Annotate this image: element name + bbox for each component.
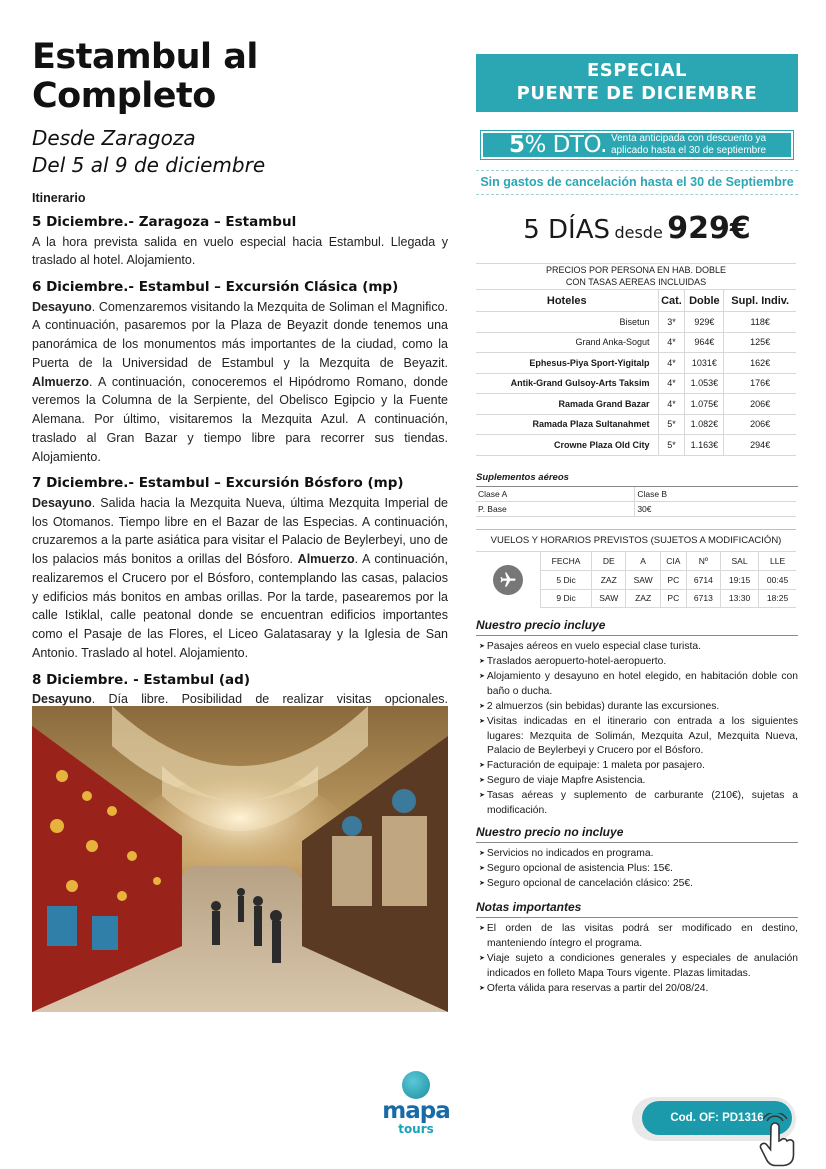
rates-table bbox=[476, 263, 796, 456]
day-description: Desayuno. Día libre. Posibilidad de realizar visitas opcionales. bbox=[32, 692, 448, 707]
rates-cell-doble: 1.053€ bbox=[685, 373, 724, 394]
rates-cell-hotel: Ramada Grand Bazar bbox=[476, 394, 658, 415]
list-item: ➤ Seguro de viaje Mapfre Asistencia. bbox=[476, 774, 798, 789]
itinerary-day bbox=[32, 279, 448, 466]
flights-header-cell: DE bbox=[592, 552, 626, 571]
supplements-title: Suplementos aéreos bbox=[476, 472, 798, 487]
logo-dot-icon bbox=[402, 1071, 430, 1099]
rates-cell-doble: 964€ bbox=[685, 332, 724, 353]
list-item: ➤ Seguro opcional de cancelación clásico: 25€. bbox=[476, 877, 798, 892]
flights-header-cell: LLE bbox=[759, 552, 796, 571]
list-item: ➤ 2 almuerzos (sin bebidas) durante las excursiones. bbox=[476, 700, 798, 715]
flights-header-cell: Nº bbox=[686, 552, 720, 571]
day-description: A la hora prevista salida en vuelo especial hacia Estambul. Llegada y traslado al hotel. Alojamiento. bbox=[32, 234, 448, 268]
rates-cell-doble: 1.075€ bbox=[685, 394, 724, 415]
no-cancellation-note: Sin gastos de cancelación hasta el 30 de Septiembre bbox=[476, 170, 798, 195]
table-row: P. Base 30€ bbox=[476, 502, 796, 517]
rates-header-single: Supl. Indiv. bbox=[724, 290, 796, 312]
rates-header-double: Doble bbox=[685, 290, 724, 312]
price-amount: 929€ bbox=[667, 211, 751, 246]
table-row bbox=[476, 332, 796, 353]
table-row bbox=[541, 571, 797, 590]
table-row bbox=[476, 373, 796, 394]
flights-cell: 19:15 bbox=[720, 571, 758, 590]
supplements-table bbox=[476, 487, 796, 518]
rates-cell-cat: 4* bbox=[658, 332, 685, 353]
flights-header-cell: A bbox=[626, 552, 660, 571]
offer-code-label: Cod. OF: PD1316 bbox=[642, 1101, 792, 1135]
day-heading: 7 Diciembre.- Estambul – Excursión Bósforo (mp) bbox=[32, 475, 404, 492]
discount-note: Venta anticipada con descuento ya aplicado hasta el 30 de septiembre bbox=[611, 132, 767, 156]
itinerary-label: Itinerario bbox=[32, 191, 86, 205]
list-item: ➤ Traslados aeropuerto-hotel-aeropuerto. bbox=[476, 655, 798, 670]
rates-caption: PRECIOS POR PERSONA EN HAB. DOBLE CON TASAS AEREAS INCLUIDAS bbox=[476, 264, 796, 290]
grand-bazaar-photo bbox=[32, 706, 448, 1012]
rates-header-hotels: Hoteles bbox=[476, 290, 658, 312]
table-row bbox=[476, 312, 796, 333]
rates-cell-supl: 125€ bbox=[724, 332, 796, 353]
rates-cell-hotel: Antik-Grand Gulsoy-Arts Taksim bbox=[476, 373, 658, 394]
list-item: ➤ Facturación de equipaje: 1 maleta por pasajero. bbox=[476, 759, 798, 774]
rates-cell-hotel: Grand Anka-Sogut bbox=[476, 332, 658, 353]
rates-cell-supl: 118€ bbox=[724, 312, 796, 333]
list-item: ➤ El orden de las visitas podrá ser modificado en destino, manteniendo íntegro el programa. bbox=[476, 922, 798, 952]
flights-header-cell: CIA bbox=[660, 552, 686, 571]
rates-cell-hotel: Ephesus-Piya Sport-Yigitalp bbox=[476, 353, 658, 374]
price-headline bbox=[476, 211, 798, 251]
table-row: Clase A Clase B bbox=[476, 487, 796, 502]
notes-list bbox=[476, 922, 798, 997]
table-row bbox=[541, 589, 797, 608]
itinerary-day bbox=[32, 214, 448, 270]
promo-banner bbox=[476, 54, 798, 112]
flights-cell: 5 Dic bbox=[541, 571, 592, 590]
table-row bbox=[476, 353, 796, 374]
flights-header-cell: SAL bbox=[720, 552, 758, 571]
rates-cell-supl: 162€ bbox=[724, 353, 796, 374]
origin-subtitle: Desde Zaragoza bbox=[32, 126, 196, 150]
itinerary-day bbox=[32, 475, 448, 662]
flights-header-row bbox=[541, 552, 797, 571]
flights-cell: 00:45 bbox=[759, 571, 796, 590]
bazaar-image bbox=[32, 706, 448, 1012]
rates-header-cat: Cat. bbox=[658, 290, 685, 312]
flights-cell: 6714 bbox=[686, 571, 720, 590]
banner-line1: ESPECIAL bbox=[586, 60, 688, 81]
day-heading: 6 Diciembre.- Estambul – Excursión Clásica (mp) bbox=[32, 279, 399, 296]
flights-cell: 18:25 bbox=[759, 589, 796, 608]
price-from: desde bbox=[614, 223, 663, 242]
rates-cell-cat: 4* bbox=[658, 394, 685, 415]
flights-cell: PC bbox=[660, 589, 686, 608]
itinerary-column bbox=[32, 38, 448, 793]
flights-cell: 6713 bbox=[686, 589, 720, 608]
excludes-title: Nuestro precio no incluye bbox=[476, 825, 798, 843]
list-item: ➤ Alojamiento y desayuno en hotel elegido, en habitación doble con baño o ducha. bbox=[476, 670, 798, 700]
flights-cell: 9 Dic bbox=[541, 589, 592, 608]
list-item: ➤ Pasajes aéreos en vuelo especial clase turista. bbox=[476, 640, 798, 655]
flights-cell: SAW bbox=[626, 571, 660, 590]
list-item: ➤ Servicios no indicados en programa. bbox=[476, 847, 798, 862]
rates-cell-doble: 1031€ bbox=[685, 353, 724, 374]
discount-box bbox=[480, 130, 794, 160]
page-title: Estambul al Completo bbox=[32, 37, 258, 116]
notes-title: Notas importantes bbox=[476, 900, 798, 918]
logo-main-text: mapa bbox=[382, 1098, 450, 1124]
includes-title: Nuestro precio incluye bbox=[476, 618, 798, 636]
flights-cell: SAW bbox=[592, 589, 626, 608]
day-heading: 8 Diciembre. - Estambul (ad) bbox=[32, 671, 250, 688]
flights-header-cell: FECHA bbox=[541, 552, 592, 571]
includes-list bbox=[476, 640, 798, 819]
table-row bbox=[476, 414, 796, 435]
trip-days: 5 DÍAS bbox=[523, 215, 611, 245]
rates-cell-cat: 3* bbox=[658, 312, 685, 333]
rates-cell-hotel: Bisetun bbox=[476, 312, 658, 333]
list-item: ➤ Visitas indicadas en el itinerario con entrada a los siguientes lugares: Mezquita de Solimán, Mezquita Azul, Mezquita Nueva, Palacio de Beylerbeyi y Crucero por el Bósforo. bbox=[476, 715, 798, 760]
flights-table bbox=[540, 552, 796, 608]
flights-title: VUELOS Y HORARIOS PREVISTOS (SUJETOS A MODIFICACIÓN) bbox=[476, 530, 796, 552]
logo-sub-text: tours bbox=[398, 1122, 434, 1137]
rates-cell-cat: 5* bbox=[658, 435, 685, 456]
table-row bbox=[476, 435, 796, 456]
rates-cell-cat: 5* bbox=[658, 414, 685, 435]
flights-cell: PC bbox=[660, 571, 686, 590]
list-item: ➤ Viaje sujeto a condiciones generales y especiales de anulación indicados en folleto Mapa Tours vigente. Plazas limitadas. bbox=[476, 952, 798, 982]
flights-cell: 13:30 bbox=[720, 589, 758, 608]
day-heading: 5 Diciembre.- Zaragoza – Estambul bbox=[32, 214, 297, 230]
flights-cell: ZAZ bbox=[626, 589, 660, 608]
list-item: ➤ Oferta válida para reservas a partir del 20/08/24. bbox=[476, 982, 798, 997]
dates-subtitle: Del 5 al 9 de diciembre bbox=[32, 153, 266, 177]
excludes-list bbox=[476, 847, 798, 892]
rates-cell-hotel: Crowne Plaza Old City bbox=[476, 435, 658, 456]
rates-cell-hotel: Ramada Plaza Sultanahmet bbox=[476, 414, 658, 435]
rates-cell-cat: 4* bbox=[658, 353, 685, 374]
flights-cell: ZAZ bbox=[592, 571, 626, 590]
rates-cell-doble: 1.163€ bbox=[685, 435, 724, 456]
rates-cell-supl: 176€ bbox=[724, 373, 796, 394]
rates-cell-supl: 206€ bbox=[724, 414, 796, 435]
offer-column bbox=[476, 54, 798, 996]
airplane-icon bbox=[493, 565, 523, 595]
day-description: Desayuno. Comenzaremos visitando la Mezquita de Soliman el Magnifico. A continuación, pasaremos por la Plaza de Beyazit donde tenemos una panorámica de los monumentos más importantes de la ciudad, como la Puerta de la Universidad de Estambul y la Mezquita de Beyazit. Almuerzo. A continuación, conoceremos el Hipódromo Romano, donde veremos la Columna de la Serpiente, del Obelisco Egipcio y la Fuente Alemana. Por último, visitaremos la Mezquita Azul. A continuación, traslado al Gran Bazar y tiempo libre para recorrer sus tiendas. Alojamiento. bbox=[32, 299, 448, 464]
rates-cell-supl: 294€ bbox=[724, 435, 796, 456]
rates-cell-doble: 1.082€ bbox=[685, 414, 724, 435]
rates-cell-supl: 206€ bbox=[724, 394, 796, 415]
banner-line2: PUENTE DE DICIEMBRE bbox=[516, 82, 758, 104]
rates-cell-cat: 4* bbox=[658, 373, 685, 394]
table-row bbox=[476, 394, 796, 415]
list-item: ➤ Tasas aéreas y suplemento de carburante (210€), sujetas a modificación. bbox=[476, 789, 798, 819]
day-description: Desayuno. Salida hacia la Mezquita Nueva, última Mezquita Imperial de los Otomanos. Tiempo libre en el Bazar de las Especias. A continuación, cruzaremos a la parte asiática para visitar el Palacio de Beylerbeyi, uno de los palacios más bonitos a orillas del Bósforo. Almuerzo. A continuación, realizaremos el Crucero por el Bósforo, contemplando las casas, palacios y edificios más bonitos en ambas orillas. Por la tarde, pasearemos por la calle Istiklal, calle peatonal donde se encuentran edificios importantes como el Pasaje de las Flores, el Liceo Galatasaray y la Iglesia de San Antonio. Traslado al hotel. Alojamiento. bbox=[32, 495, 448, 660]
flights-block bbox=[476, 529, 796, 608]
discount-value: 5% DTO. bbox=[509, 132, 607, 158]
list-item: ➤ Seguro opcional de asistencia Plus: 15€. bbox=[476, 862, 798, 877]
mapa-tours-logo bbox=[378, 1071, 454, 1135]
pointer-hand-icon bbox=[757, 1113, 797, 1167]
rates-cell-doble: 929€ bbox=[685, 312, 724, 333]
